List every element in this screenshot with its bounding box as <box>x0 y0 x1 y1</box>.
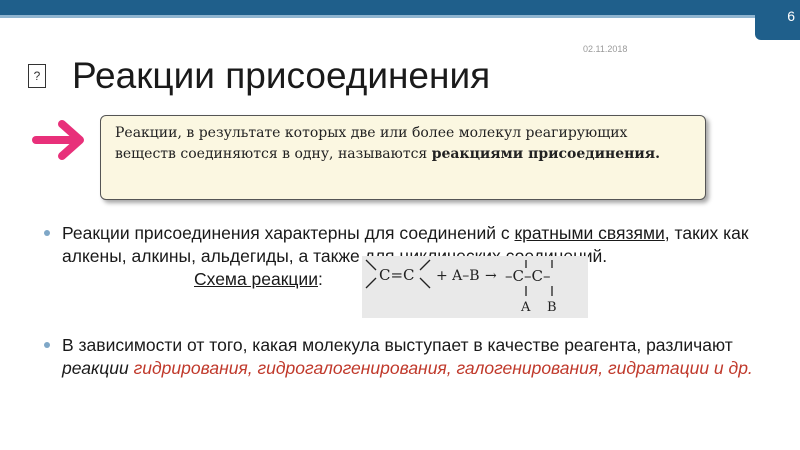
scheme-bond-right-up <box>420 260 430 270</box>
multiple-bonds-link[interactable]: кратными связями <box>514 223 665 243</box>
header-accent-line <box>0 15 800 18</box>
schema-link[interactable]: Схема реакции <box>194 269 318 289</box>
missing-glyph-icon: ? <box>28 64 46 88</box>
schema-colon: : <box>317 269 323 289</box>
pink-arrow-icon <box>32 118 88 162</box>
bullet2-text-start: В зависимости от того, какая молекула выступает в качестве реагента, различают <box>62 335 733 355</box>
scheme-bond-left-up <box>366 260 376 270</box>
page-number: 6 <box>787 8 795 24</box>
slide-date: 02.11.2018 <box>583 44 628 54</box>
scheme-arrow: → <box>485 268 497 284</box>
bullet-list <box>44 222 764 380</box>
scheme-reagent: + A–B <box>436 268 480 284</box>
definition-box <box>100 115 706 200</box>
bullet-dot <box>44 230 50 236</box>
reaction-scheme-image <box>362 256 588 318</box>
bullet-item-1 <box>44 222 764 324</box>
scheme-atom-b: B <box>547 300 557 315</box>
bullet-dot <box>44 342 50 348</box>
scheme-reactant: C=C <box>379 266 415 284</box>
bullet-item-2 <box>44 334 764 380</box>
page-number-tab <box>755 0 800 40</box>
definition-text: Реакции, в результате которых две или более молекул реагирующих веществ соединяются в одну, называются <box>115 125 628 162</box>
scheme-product: –C–C– <box>505 267 551 285</box>
bullet1-text-start: Реакции присоединения характерны для соединений с <box>62 223 515 243</box>
bullet1-text-end: , таких как алкены, алкины, альдегиды, а также для циклических соединений. <box>62 223 749 266</box>
schema-line <box>62 268 764 324</box>
reaction-types: гидрирования, гидрогалогенирования, галогенирования, гидратации и др. <box>133 358 753 378</box>
definition-term: реакциями присоединения. <box>431 146 660 162</box>
scheme-bond-right-down <box>420 278 430 288</box>
title-row <box>28 52 490 100</box>
schema-label <box>194 268 323 291</box>
scheme-atom-a: A <box>521 300 531 315</box>
slide-title: Реакции присоединения <box>72 55 491 96</box>
scheme-bond-left-down <box>366 278 376 288</box>
header-bar <box>0 0 800 15</box>
bullet2-reactions-word: реакции <box>62 358 129 378</box>
